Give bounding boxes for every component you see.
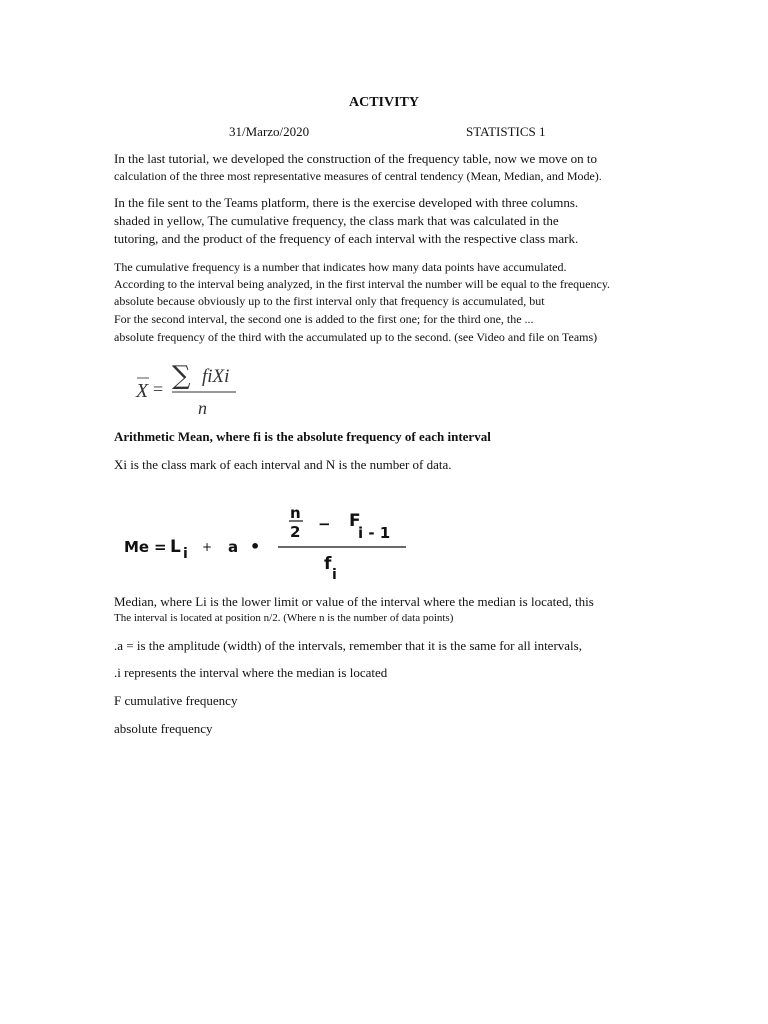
file-paragraph-line-1: In the file sent to the Teams platform, there is the exercise developed with three columns. [114,195,579,210]
median-f-sub: i [332,567,337,583]
median-line-1: Median, where Li is the lower limit or value of the interval where the median is located, this [114,594,594,609]
median-a: a [228,538,239,556]
intro-line-2: calculation of the three most representative measures of central tendency (Mean, Median, and Mode). [114,169,602,183]
median-L-sub: i [183,546,188,562]
absolute-frequency-line: absolute frequency [114,721,213,736]
mean-description: Xi is the class mark of each interval and N is the number of data. [114,457,452,472]
median-formula [118,502,418,586]
sigma-symbol: ∑ [172,361,191,391]
median-L: L [170,537,181,557]
median-line-2: The interval is located at position n/2. (Where n is the number of data points) [114,612,454,624]
median-minus: − [318,515,331,533]
document-subject: STATISTICS 1 [466,124,546,139]
median-F-sub: i - 1 [358,524,391,542]
cumulative-line-4: For the second interval, the second one is added to the first one; for the third one, the ... [114,312,534,326]
mean-denominator: n [198,398,207,418]
median-f: f [324,554,332,574]
cumulative-line-2: According to the interval being analyzed, in the first interval the number will be equal to the frequency. [114,277,611,291]
cumulative-frequency-line: F cumulative frequency [114,693,238,708]
document-date: 31/Marzo/2020 [229,124,310,139]
file-paragraph-line-3: tutoring, and the product of the frequency of each interval with the respective class mark. [114,231,579,246]
median-me: Me [124,538,150,556]
mean-symbol: X [136,380,149,402]
median-equals: = [154,538,167,556]
mean-equals: = [153,379,164,399]
page-title: ACTIVITY [348,95,419,110]
median-F: F [349,511,361,531]
file-paragraph-line-2: shaded in yellow, The cumulative frequency, the class mark that was calculated in the [114,213,559,228]
mean-formula [132,356,252,420]
median-plus: + [202,540,213,554]
median-times: • [250,537,261,556]
cumulative-line-3: absolute because obviously up to the first interval only that frequency is accumulated, but [114,294,545,308]
intro-line-1: In the last tutorial, we developed the construction of the frequency table, now we move on to [114,151,598,166]
amplitude-line: .a = is the amplitude (width) of the intervals, remember that it is the same for all intervals, [114,638,582,653]
median-n: n [290,504,301,522]
median-two: 2 [290,523,301,541]
mean-heading: Arithmetic Mean, where fi is the absolute frequency of each interval [114,429,491,444]
cumulative-line-1: The cumulative frequency is a number that indicates how many data points have accumulated. [114,260,567,274]
cumulative-line-5: absolute frequency of the third with the accumulated up to the second. (see Video and file on Teams) [114,330,598,344]
interval-line: .i represents the interval where the median is located [114,665,388,680]
mean-numerator: fiXi [202,366,230,387]
